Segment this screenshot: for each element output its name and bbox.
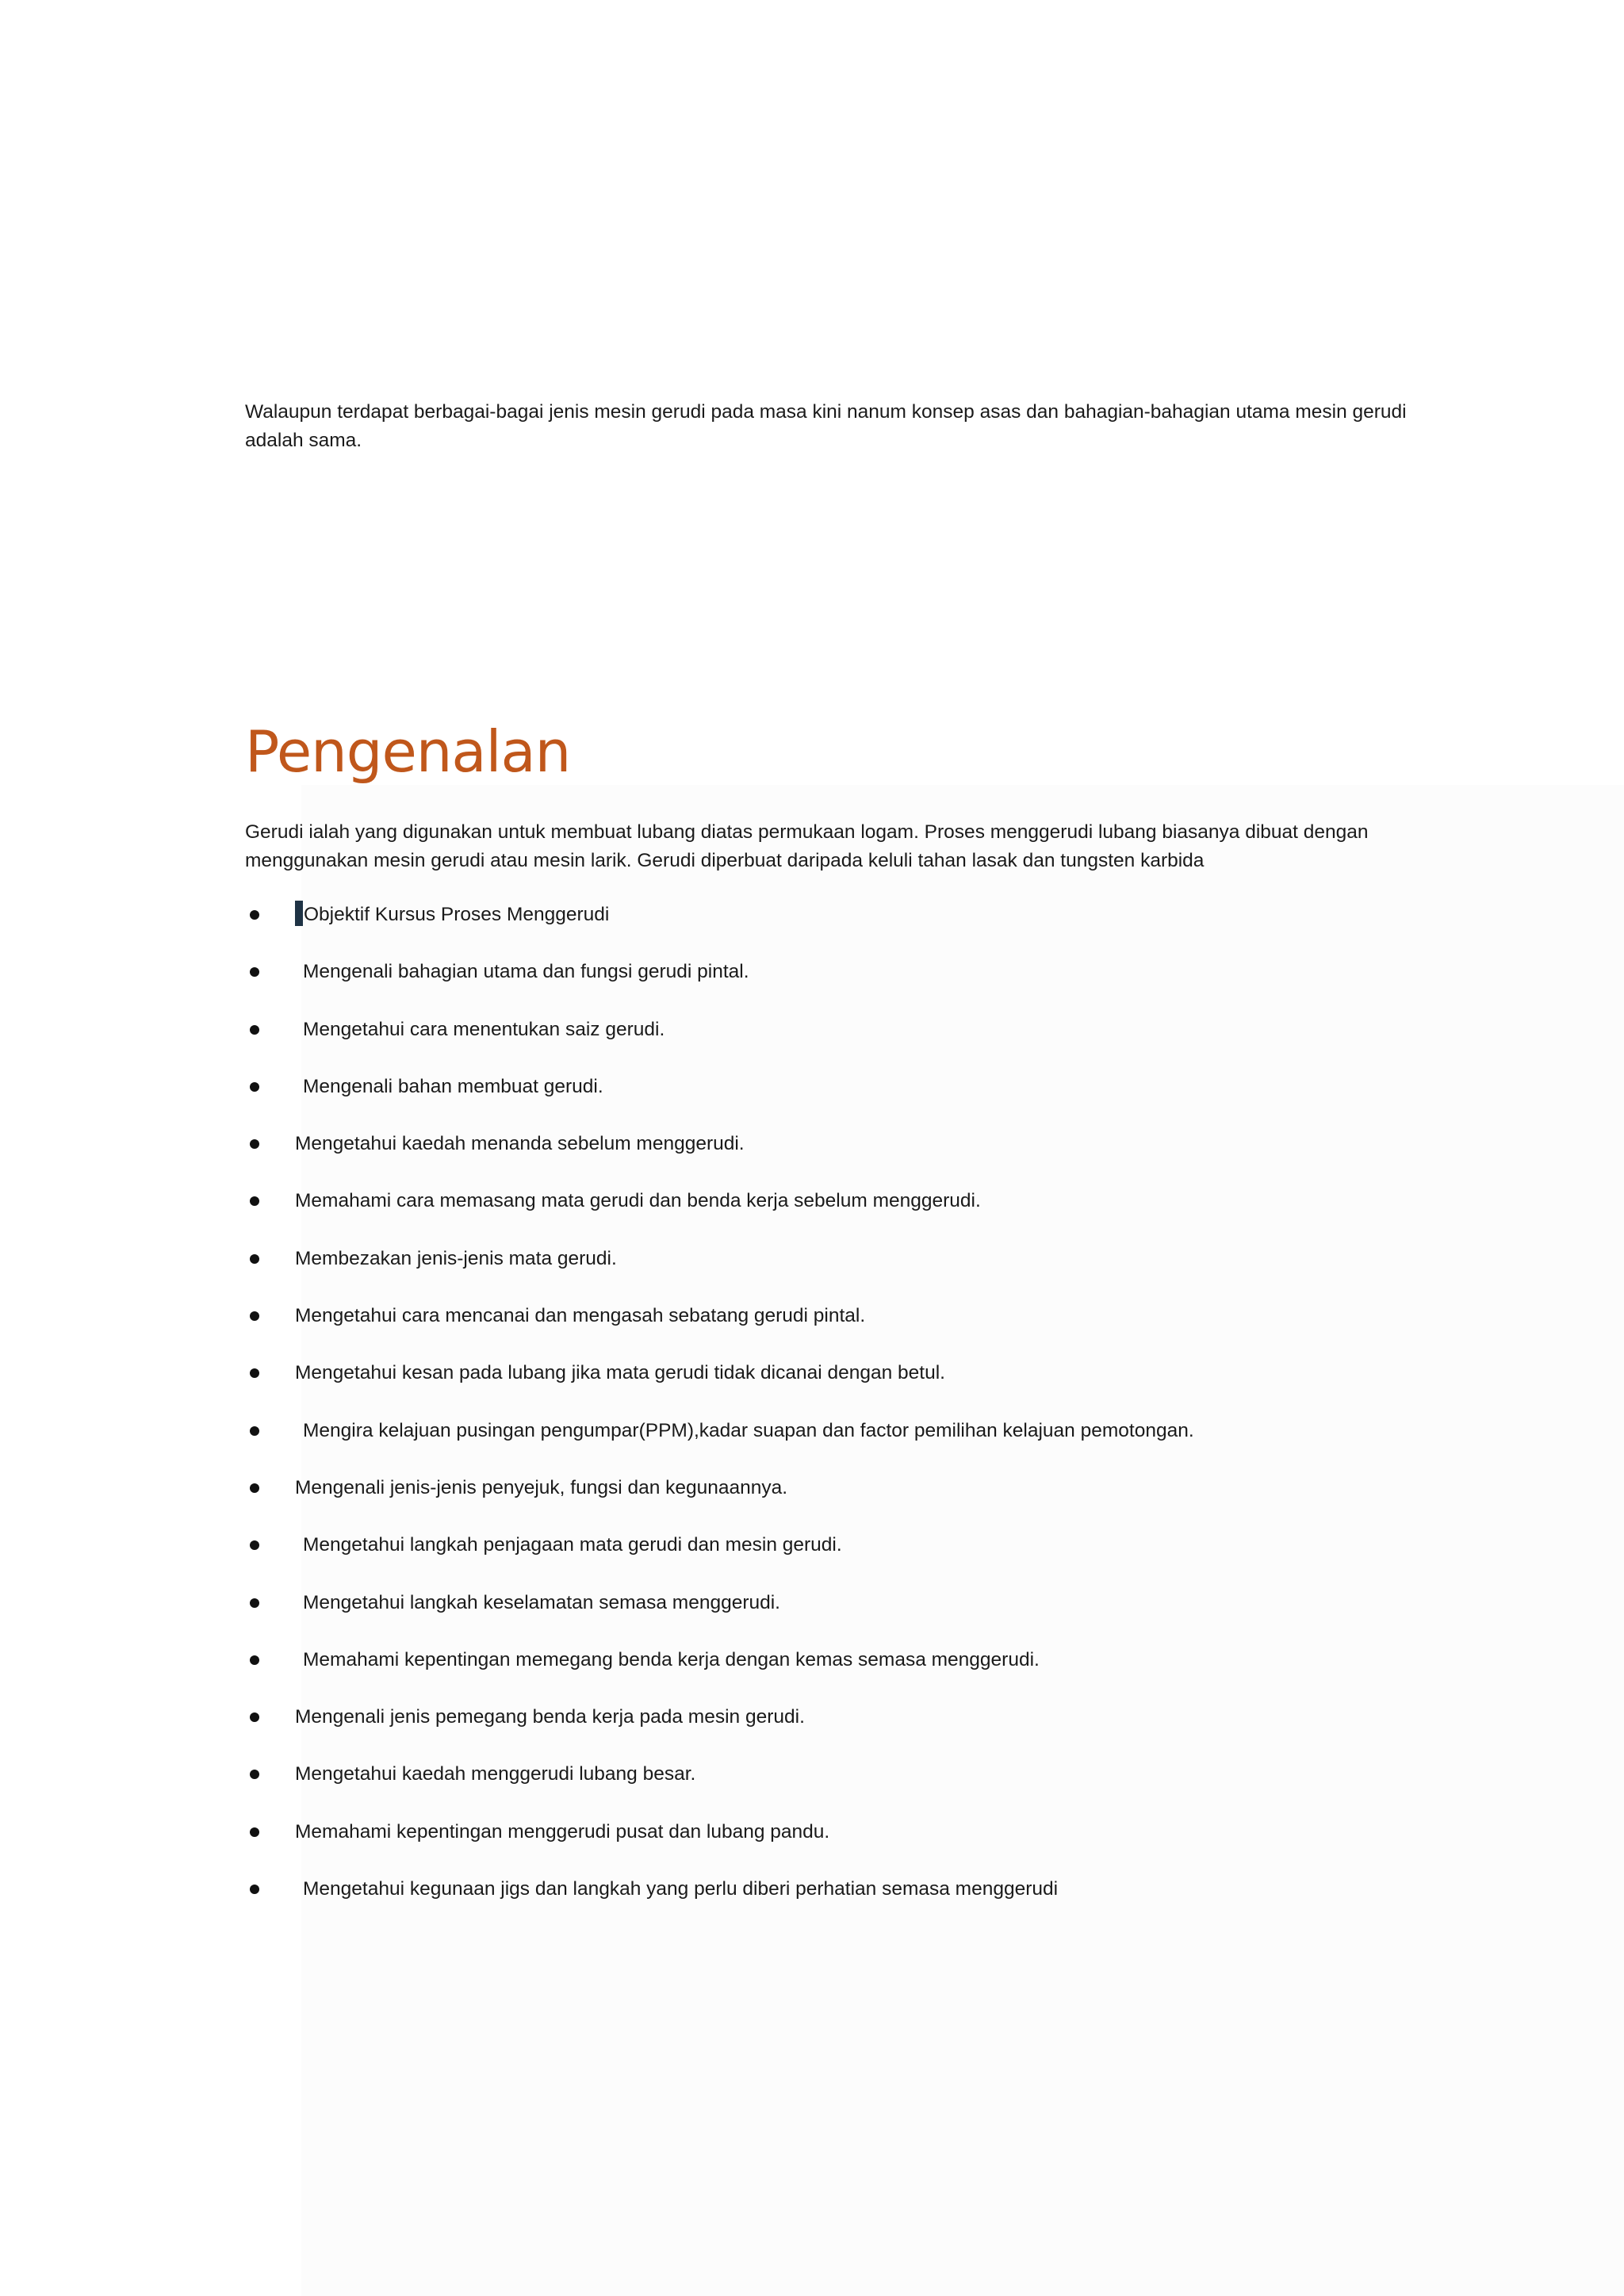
list-item-label: Objektif Kursus Proses Menggerudi xyxy=(304,904,610,925)
list-item xyxy=(245,1703,1434,1760)
list-item xyxy=(245,1187,1434,1244)
list-item xyxy=(245,1245,1434,1302)
bullet-icon xyxy=(250,1139,259,1149)
list-item-text: Membezakan jenis-jenis mata gerudi. xyxy=(295,1247,617,1269)
list-item-text: Mengetahui langkah penjagaan mata gerudi dan mesin gerudi. xyxy=(303,1534,842,1556)
intro-paragraph: Gerudi ialah yang digunakan untuk membuat lubang diatas permukaan logam. Proses menggerudi lubang biasanya dibuat dengan menggunakan mesin gerudi atau mesin larik. Gerudi diperbuat daripada keluli tahan lasak dan tungsten karbida xyxy=(245,821,1369,871)
list-item xyxy=(245,1417,1434,1474)
list-item-text: Mengetahui kaedah menanda sebelum menggerudi. xyxy=(295,1133,745,1155)
bullet-icon xyxy=(250,1254,259,1264)
section-heading: Pengenalan xyxy=(245,718,571,785)
bullet-icon xyxy=(250,1712,259,1722)
bullet-icon xyxy=(250,1082,259,1092)
bullet-icon xyxy=(250,1196,259,1206)
bullet-icon xyxy=(250,967,259,977)
bullet-icon xyxy=(250,1368,259,1378)
list-item-text: Mengenali jenis-jenis penyejuk, fungsi dan kegunaannya. xyxy=(295,1476,788,1498)
list-item-text: Mengetahui cara mencanai dan mengasah sebatang gerudi pintal. xyxy=(295,1305,866,1327)
bullet-icon xyxy=(250,1598,259,1608)
bullet-icon xyxy=(250,910,259,920)
top-paragraph: Walaupun terdapat berbagai-bagai jenis mesin gerudi pada masa kini nanum konsep asas dan bahagian-bahagian utama mesin gerudi adalah sama. xyxy=(245,401,1407,451)
list-item xyxy=(245,958,1434,1015)
list-item-text: Mengetahui cara menentukan saiz gerudi. xyxy=(303,1018,665,1040)
list-item-text: Mengetahui kesan pada lubang jika mata gerudi tidak dicanai dengan betul. xyxy=(295,1362,945,1384)
list-item xyxy=(245,1474,1434,1531)
list-item xyxy=(245,1359,1434,1416)
list-item-text: Mengenali jenis pemegang benda kerja pada mesin gerudi. xyxy=(295,1706,805,1728)
list-item xyxy=(245,1760,1434,1817)
list-item xyxy=(245,901,1434,958)
list-item xyxy=(245,1589,1434,1646)
objectives-list xyxy=(245,901,1434,1932)
list-item xyxy=(245,1818,1434,1875)
list-item xyxy=(245,1302,1434,1359)
bullet-icon xyxy=(250,1540,259,1550)
list-item-text: Mengetahui kaedah menggerudi lubang besar. xyxy=(295,1763,696,1785)
bullet-icon xyxy=(250,1426,259,1436)
bullet-icon xyxy=(250,1311,259,1321)
list-item xyxy=(245,1130,1434,1187)
text-cursor xyxy=(295,901,303,926)
list-item xyxy=(245,1531,1434,1588)
list-item-text[interactable] xyxy=(295,901,609,929)
bullet-icon xyxy=(250,1483,259,1493)
list-item xyxy=(245,1646,1434,1703)
list-item xyxy=(245,1073,1434,1130)
bullet-icon xyxy=(250,1827,259,1837)
bullet-icon xyxy=(250,1655,259,1665)
list-item-text: Mengenali bahan membuat gerudi. xyxy=(303,1075,603,1097)
list-item xyxy=(245,1875,1434,1932)
list-item-text: Memahami kepentingan menggerudi pusat dan lubang pandu. xyxy=(295,1820,830,1843)
list-item-text: Mengenali bahagian utama dan fungsi gerudi pintal. xyxy=(303,961,749,983)
list-item-text: Memahami cara memasang mata gerudi dan benda kerja sebelum menggerudi. xyxy=(295,1190,981,1212)
bullet-icon xyxy=(250,1025,259,1035)
bullet-icon xyxy=(250,1770,259,1779)
bullet-icon xyxy=(250,1885,259,1894)
list-item-text: Mengetahui kegunaan jigs dan langkah yang perlu diberi perhatian semasa menggerudi xyxy=(303,1878,1059,1900)
list-item-text: Memahami kepentingan memegang benda kerja dengan kemas semasa menggerudi. xyxy=(303,1648,1040,1670)
list-item-text: Mengetahui langkah keselamatan semasa menggerudi. xyxy=(303,1591,780,1613)
list-item-text: Mengira kelajuan pusingan pengumpar(PPM),kadar suapan dan factor pemilihan kelajuan pemotongan. xyxy=(303,1419,1194,1441)
list-item xyxy=(245,1016,1434,1073)
